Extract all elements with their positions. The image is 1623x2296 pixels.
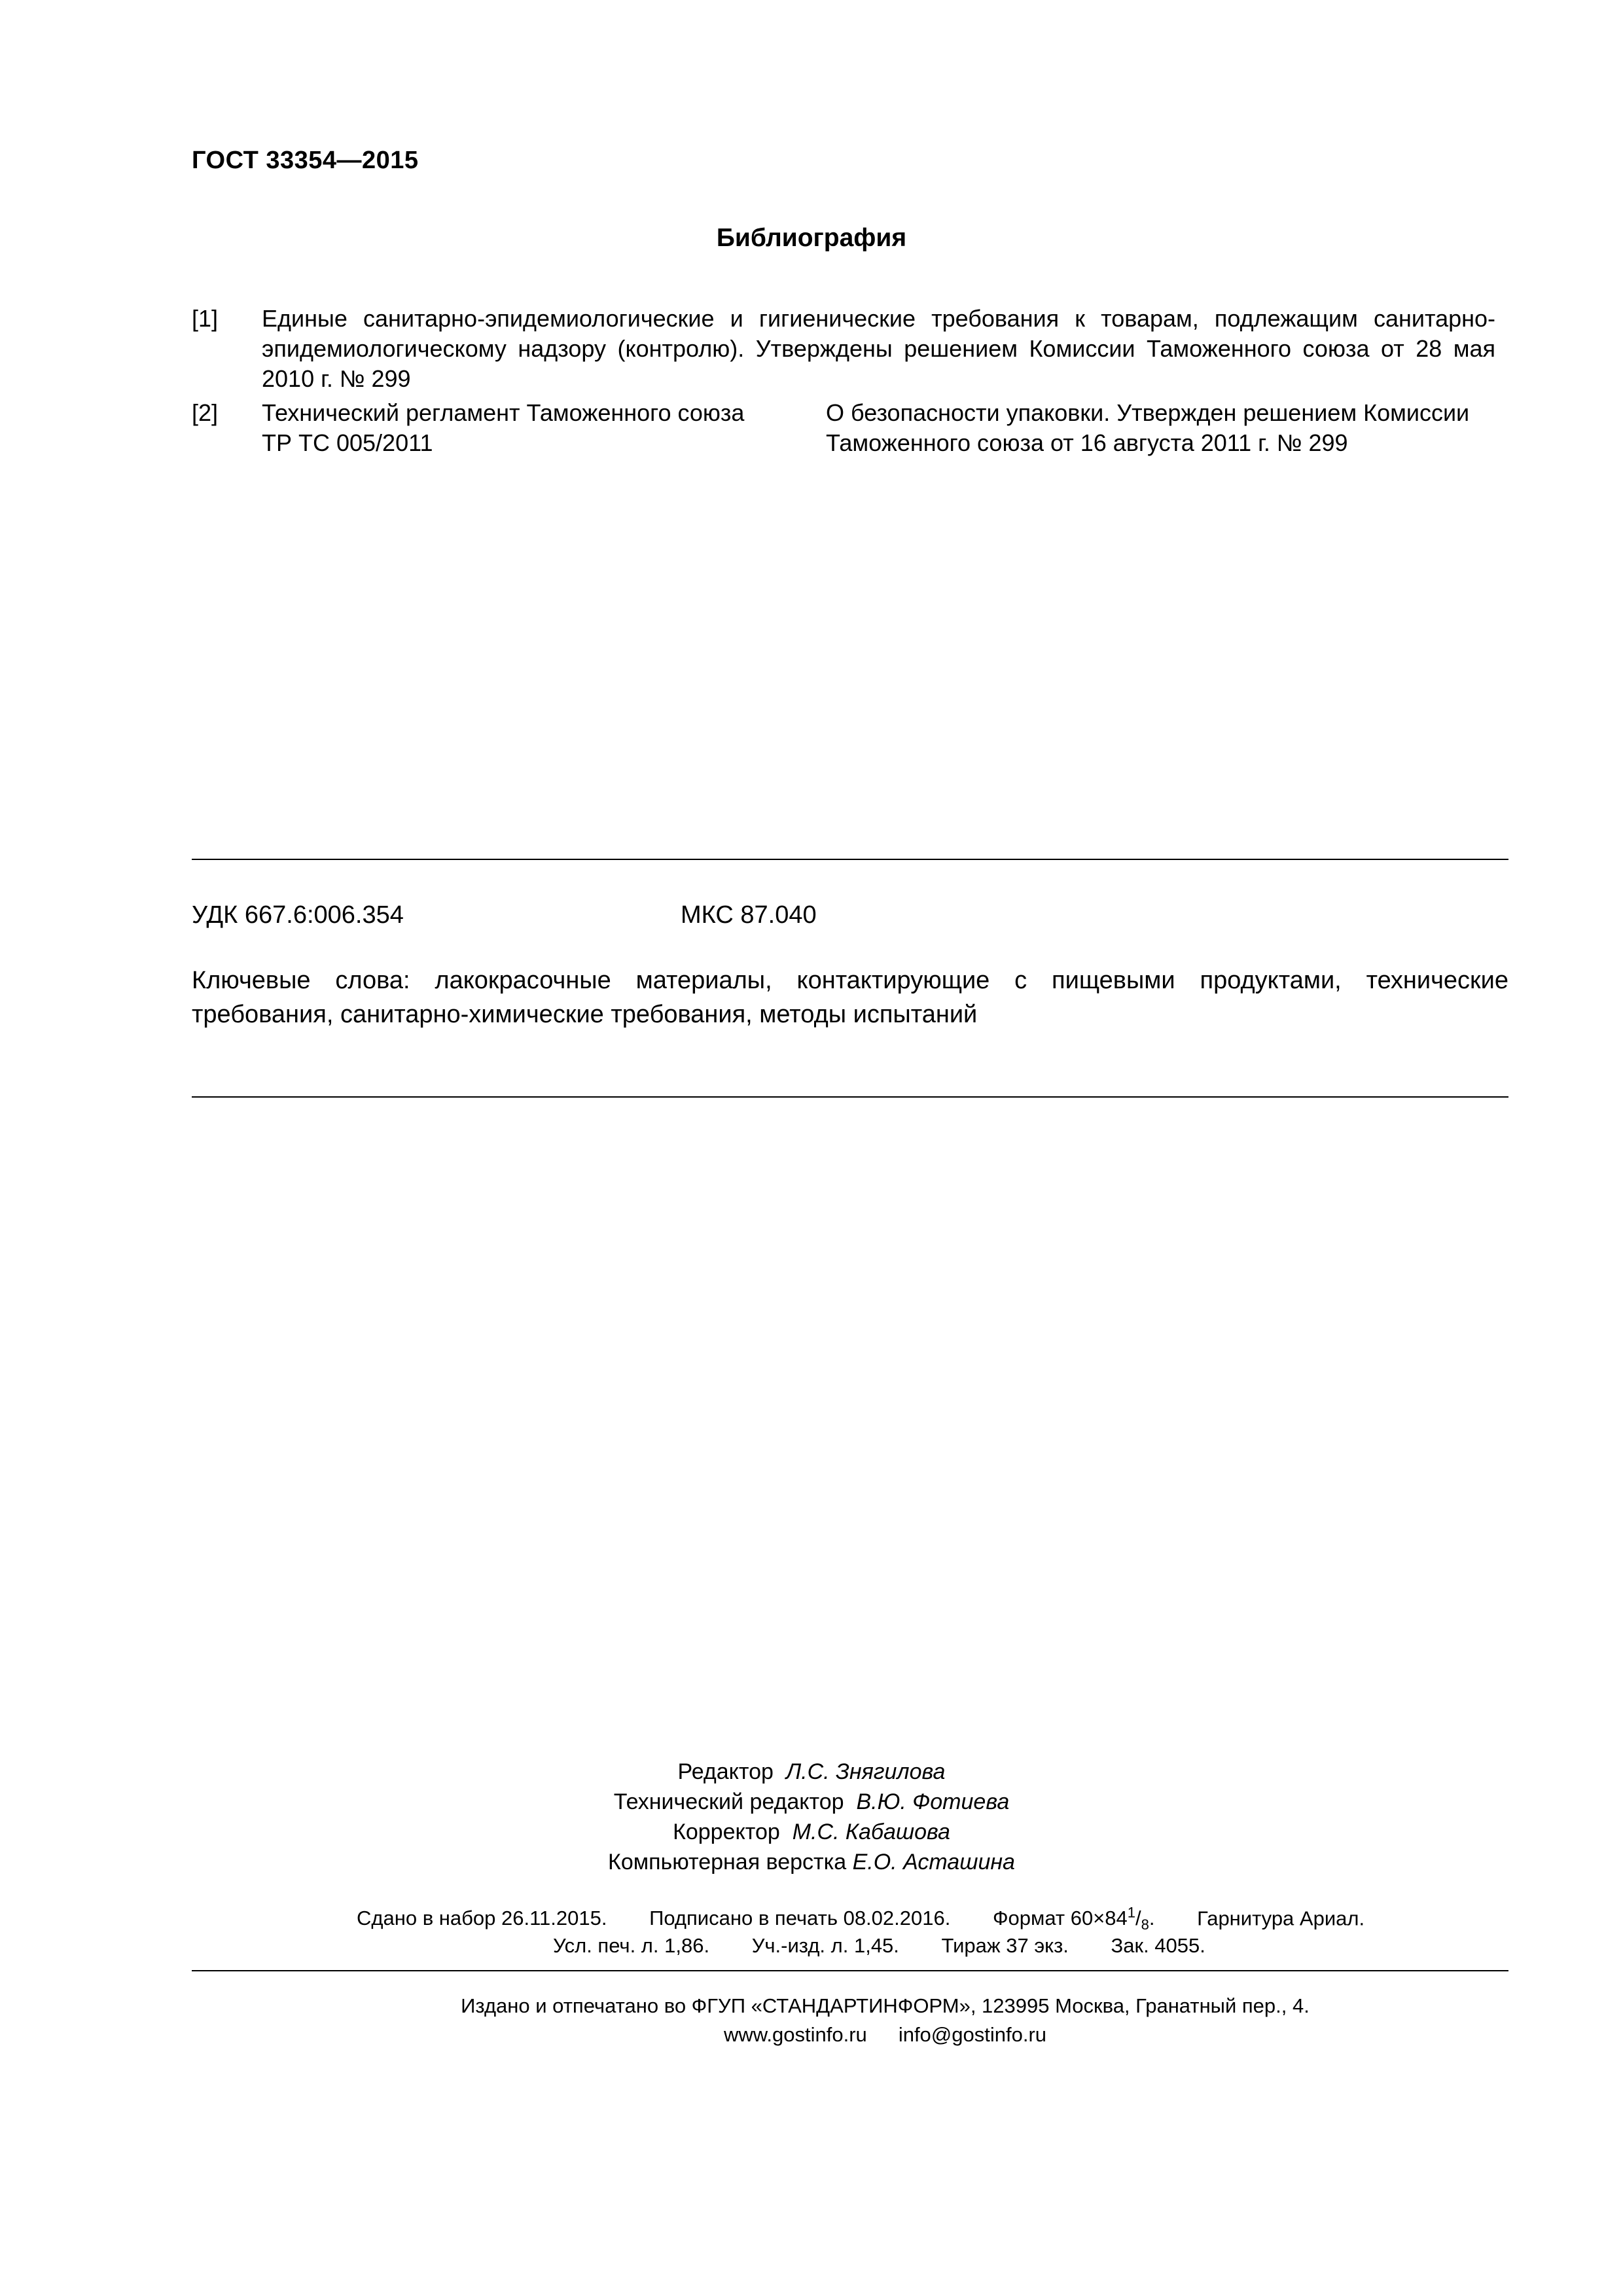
credit-name: Л.С. Знягилова bbox=[785, 1759, 946, 1784]
credit-role: Редактор bbox=[677, 1759, 774, 1784]
submitted-date: Сдано в набор 26.11.2015. bbox=[357, 1907, 607, 1930]
credits-block bbox=[0, 1757, 1623, 1877]
printer-info bbox=[0, 1992, 1623, 2049]
divider-middle bbox=[192, 1096, 1508, 1098]
credit-layout bbox=[0, 1847, 1623, 1877]
credit-role: Компьютерная верстка bbox=[608, 1850, 847, 1874]
bibliography-title: Библиография bbox=[716, 224, 907, 252]
credit-editor bbox=[0, 1757, 1623, 1787]
credit-role: Технический редактор bbox=[613, 1789, 844, 1814]
keywords-paragraph: Ключевые слова: лакокрасочные материалы, контактирующие с пищевыми продуктами, технические требования, санитарно-химические требования, методы испытаний bbox=[192, 967, 1508, 1028]
print-sheets: Усл. печ. л. 1,86. bbox=[553, 1934, 710, 1957]
bibliography-entry-2-description bbox=[826, 398, 1507, 458]
bibliography-entry-2-source-line1: Технический регламент Таможенного союза bbox=[262, 399, 745, 426]
credit-technical-editor bbox=[0, 1787, 1623, 1817]
printer-website-link[interactable]: www.gostinfo.ru bbox=[723, 2023, 867, 2046]
credit-proofreader bbox=[0, 1817, 1623, 1847]
document-code: ГОСТ 33354—2015 bbox=[192, 147, 419, 174]
bibliography-entry-2-number: [2] bbox=[192, 399, 219, 426]
bibliography-entry-1-number: [1] bbox=[192, 305, 219, 332]
credit-name: Е.О. Асташина bbox=[852, 1850, 1015, 1874]
udk-code: УДК 667.6:006.354 bbox=[192, 901, 404, 929]
printer-email-link[interactable]: info@gostinfo.ru bbox=[898, 2023, 1047, 2046]
paper-format: Формат $60\times 84^1/_8$. bbox=[992, 1905, 1155, 1933]
credit-name: М.С. Кабашова bbox=[792, 1820, 950, 1844]
publication-info-line-1 bbox=[357, 1905, 1364, 1934]
bibliography-entry-2-description-line2: Таможенного союза от 16 августа 2011 г. № 299 bbox=[826, 429, 1348, 456]
publication-info-line-2 bbox=[553, 1934, 1205, 1958]
signed-date: Подписано в печать 08.02.2016. bbox=[649, 1907, 951, 1930]
bibliography-entry-2-source-line2: ТР ТС 005/2011 bbox=[262, 429, 433, 456]
divider-bottom bbox=[192, 1970, 1508, 1971]
credit-role: Корректор bbox=[673, 1820, 780, 1844]
circulation: Тираж 37 экз. bbox=[941, 1934, 1069, 1957]
divider-top bbox=[192, 859, 1508, 860]
mks-code: МКС 87.040 bbox=[681, 901, 817, 929]
bibliography-entry-2-description-line1: О безопасности упаковки. Утвержден решением Комиссии bbox=[826, 399, 1470, 426]
printer-contacts bbox=[0, 2020, 1623, 2049]
paper-format-denominator: 8 bbox=[1141, 1916, 1149, 1933]
printer-address: Издано и отпечатано во ФГУП «СТАНДАРТИНФОРМ», 123995 Москва, Гранатный пер., 4. bbox=[461, 1994, 1310, 2017]
paper-format-suffix: . bbox=[1149, 1907, 1155, 1930]
order-number: Зак. 4055. bbox=[1111, 1934, 1205, 1957]
bibliography-entry-2-source bbox=[262, 398, 818, 458]
credit-name: В.Ю. Фотиева bbox=[856, 1789, 1010, 1814]
typeface: Гарнитура Ариал. bbox=[1197, 1907, 1365, 1930]
bibliography-entry-1-text: Единые санитарно-эпидемиологические и гигиенические требования к товарам, подлежащим санитарно-эпидемиологическому надзору (контролю). Утверждены решением Комиссии Таможенного союза от 28 мая 2010 г. № 299 bbox=[262, 305, 1495, 392]
paper-format-prefix: Формат 60×84 bbox=[992, 1907, 1128, 1930]
publisher-sheets: Уч.-изд. л. 1,45. bbox=[751, 1934, 899, 1957]
paper-format-numerator: 1 bbox=[1127, 1905, 1136, 1921]
